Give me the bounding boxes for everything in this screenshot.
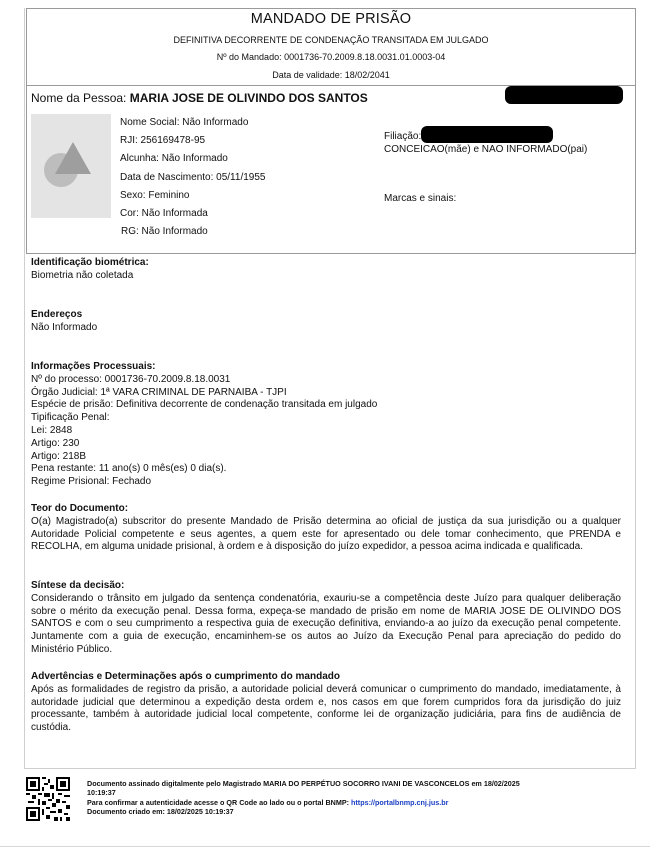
processuais-section	[31, 361, 621, 489]
section-heading: Síntese da decisão:	[31, 580, 125, 591]
advertencias-text: Após as formalidades de registro da prisão, a autoridade policial deverá comunicar o cumprimento do mandado, imediatamente, à autoridade judicial que determinou a expedição desta ordem e, nos casos em que forem cumpridos fora da jurisdição do juiz processante, também à autoridade judicial local competente, conforme lei de organização judiciária, para fins de audiência de custódia.	[31, 683, 621, 734]
section-heading: Informações Processuais:	[31, 361, 156, 372]
alcunha: Alcunha: Não Informado	[120, 153, 228, 165]
processo-line: Nº do processo: 0001736-70.2009.8.18.0031	[31, 373, 231, 385]
section-heading: Identificação biométrica:	[31, 257, 149, 268]
data-nascimento: Data de Nascimento: 05/11/1955	[120, 171, 266, 183]
filiacao-label: Filiação:	[384, 131, 422, 142]
section-heading: Teor do Documento:	[31, 503, 129, 514]
redaction-bar	[421, 126, 553, 143]
signature-footer	[87, 779, 632, 816]
portal-link[interactable]: https://portalbnmp.cnj.jus.br	[351, 797, 449, 807]
person-name-row	[31, 91, 368, 105]
marcas-sinais: Marcas e sinais:	[384, 193, 457, 204]
sintese-section	[31, 580, 621, 657]
confirm-line	[87, 798, 632, 807]
processo-line: Lei: 2848	[31, 424, 73, 436]
processo-line: Regime Prisional: Fechado	[31, 476, 152, 488]
enderecos-section	[31, 309, 621, 335]
person-section	[26, 86, 636, 254]
processo-line: Órgão Judicial: 1ª VARA CRIMINAL DE PARNAIBA - TJPI	[31, 386, 287, 398]
processo-line: Espécie de prisão: Definitiva decorrente de condenação transitada em julgado	[31, 399, 378, 411]
section-heading: Endereços	[31, 309, 83, 320]
processo-line: Artigo: 218B	[31, 450, 87, 462]
section-heading: Advertências e Determinações após o cumprimento do mandado	[31, 671, 340, 682]
biometria-value: Biometria não coletada	[31, 269, 134, 281]
enderecos-value: Não Informado	[31, 321, 98, 333]
document-title: MANDADO DE PRISÃO	[250, 11, 412, 27]
person-details	[120, 114, 265, 241]
sintese-text: Considerando o trânsito em julgado da sentença condenatória, exauriu-se a competência deste Juízo para qualquer deliberação sobre o mérito da execução penal. Dessa forma, expeça-se mandado de prisão em nome de MARIA JOSE DE OLIVINDO DOS SANTOS e com o seu cumprimento a respectiva guia de execução definitiva, enviando-a ao juízo da execução penal competente. Juntamente com a guia de execução, encaminhem-se os autos ao Juízo da Execução Penal para apreciação do pedido do Ministério Público.	[31, 592, 621, 655]
redaction-bar	[505, 86, 623, 104]
confirm-text: Para confirmar a autenticidade acesse o QR Code ao lado ou o portal BNMP:	[87, 797, 352, 807]
processo-line: Tipificação Penal:	[31, 412, 110, 424]
processo-line: Artigo: 230	[31, 437, 80, 449]
rg: RG: Não Informado	[121, 226, 208, 238]
biometria-section	[31, 257, 621, 283]
mandado-number: Nº do Mandado: 0001736-70.2009.8.18.0031.01.0003-04	[216, 52, 446, 62]
advertencias-section	[31, 671, 621, 735]
cor: Cor: Não Informada	[120, 208, 208, 220]
footer-divider	[24, 768, 636, 769]
photo-placeholder	[31, 114, 111, 218]
sexo: Sexo: Feminino	[120, 189, 190, 201]
document-header	[26, 8, 636, 86]
teor-section	[31, 503, 621, 554]
teor-text: O(a) Magistrado(a) subscritor do presente Mandado de Prisão determina ao oficial de justiça da sua jurisdição ou a qualquer Autoridade Policial competente e seus agentes, a quem este for apresentado ou dele tomar conhecimento, que PRENDA e RECOLHA, em alguma unidade prisional, à ordem e à disposição do juízo expedidor, a pessoa acima indicada e qualificada.	[31, 515, 621, 553]
rji: RJI: 256169478-95	[120, 135, 206, 147]
document-subtitle: DEFINITIVA DECORRENTE DE CONDENAÇÃO TRANSITADA EM JULGADO	[173, 35, 489, 45]
person-name-value: MARIA JOSE DE OLIVINDO DOS SANTOS	[129, 91, 368, 105]
signed-time: 10:19:37	[87, 788, 116, 798]
validity-date: Data de validade: 18/02/2041	[272, 70, 390, 80]
qr-code-icon	[26, 777, 70, 821]
filiacao-value: CONCEICAO(mãe) e NAO INFORMADO(pai)	[384, 144, 588, 155]
processo-line: Pena restante: 11 ano(s) 0 mês(es) 0 dia(s).	[31, 463, 227, 475]
signed-by: Documento assinado digitalmente pelo Magistrado MARIA DO PERPÉTUO SOCORRO IVANI DE VASCONCELOS em 18/02/2025	[87, 779, 520, 788]
person-name-label: Nome da Pessoa:	[31, 91, 127, 105]
image-placeholder-icon	[41, 138, 101, 194]
nome-social: Nome Social: Não Informado	[120, 117, 249, 128]
bottom-divider	[0, 846, 650, 847]
created-date: Documento criado em: 18/02/2025 10:19:37	[87, 806, 234, 816]
